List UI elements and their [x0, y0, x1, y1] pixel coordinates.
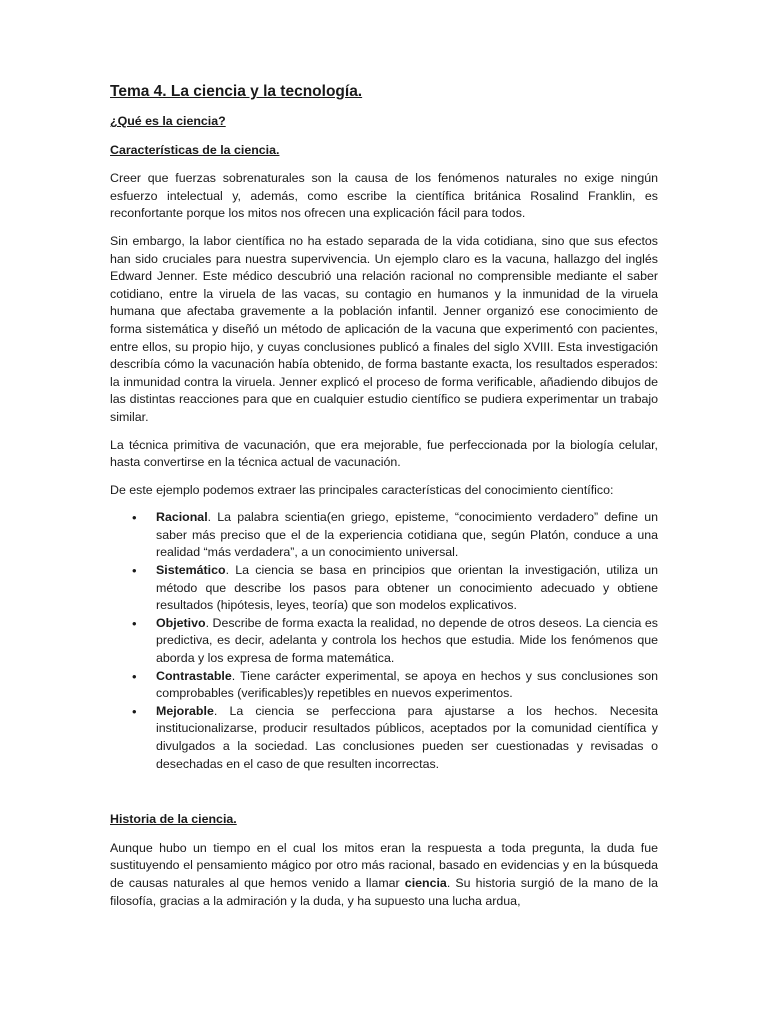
- subsection-heading-caracteristicas: Características de la ciencia.: [110, 142, 280, 157]
- list-item-text: . Describe de forma exacta la realidad, no depende de otros deseos. La ciencia es predictiva, es decir, adelanta y controla los hechos que estudia. Mide los fenómenos que aborda y los expresa de forma matemática.: [156, 615, 658, 666]
- list-item-text: . La palabra scientia(en griego, episteme, “conocimiento verdadero” define un saber más preciso que el de la experiencia cotidiana que, según Platón, conduce a una realidad “más verdadera”, a un conocimiento universal.: [156, 510, 658, 560]
- list-item-term: Sistemático: [156, 563, 226, 578]
- document-title: Tema 4. La ciencia y la tecnología.: [110, 83, 363, 100]
- paragraph-intro: Creer que fuerzas sobrenaturales son la causa de los fenómenos naturales no exige ningún esfuerzo intelectual y, además, como escribe la científica británica Rosalind Franklin, es reconfortante porque los mitos nos ofrecen una explicación fácil para todos.: [110, 171, 658, 221]
- bullet-icon: •: [132, 668, 137, 684]
- list-item: [110, 703, 658, 773]
- section-heading-historia: Historia de la ciencia.: [110, 812, 237, 827]
- keyword-ciencia: ciencia: [404, 875, 447, 890]
- paragraph-historia-start: Aunque hubo un tiempo en el cual los mitos eran la respuesta a toda pregunta, la duda fue sustituyendo el pensamiento mágico por otro más racional, basado en evidencias y en la búsqueda de causas naturales al que hemos venido a llamar: [110, 840, 658, 890]
- paragraph-historia: [110, 840, 658, 910]
- list-item: [110, 562, 658, 615]
- list-item-text: . La ciencia se basa en principios que orientan la investigación, utiliza un método que describe los pasos para obtener un conocimiento adecuado y obtiene resultados (hipótesis, leyes, teoría) que son modelos explicativos.: [156, 563, 658, 613]
- list-item-text: . La ciencia se perfecciona para ajustarse a los hechos. Necesita institucionalizarse, producir resultados públicos, aceptados por la comunidad científica y divulgados a la sociedad. Las conclusiones pueden ser cuestionadas y revisadas o desechadas en el caso de que resulten incorrectas.: [156, 703, 658, 771]
- bullet-icon: •: [132, 510, 137, 526]
- paragraph-jenner: Sin embargo, la labor científica no ha estado separada de la vida cotidiana, sino que sus efectos han sido cruciales para nuestra supervivencia. Un ejemplo claro es la vacuna, hallazgo del inglés Edward Jenner. Este médico descubrió una relación racional no comprensible mediante el saber cotidiano, entre la viruela de las vacas, su contagio en humanos y la inmunidad de la viruela humana que afectaba gravemente a la población infantil. Jenner organizó ese conocimiento de forma sistemática y diseñó un método de aplicación de la vacuna que experimentó con pacientes, entre ellos, su propio hijo, y cuyas conclusiones publicó a finales del siglo XVIII. Esta investigación describía cómo la vacunación había obtenido, de forma bastante exacta, los resultados esperados: la inmunidad contra la viruela. Jenner explicó el proceso de forma verificable, añadiendo dibujos de las distintas reacciones para que en cualquier estudio científico se pudiera experimentar un trabajo similar.: [110, 233, 658, 424]
- paragraph-caracteristicas-intro: De este ejemplo podemos extraer las principales características del conocimiento científico:: [110, 482, 614, 497]
- paragraph-vacunacion: La técnica primitiva de vacunación, que era mejorable, fue perfeccionada por la biología celular, hasta convertirse en la técnica actual de vacunación.: [110, 437, 658, 470]
- characteristics-list: [110, 509, 658, 773]
- list-item-term: Mejorable: [156, 703, 214, 718]
- list-item-term: Objetivo: [156, 615, 206, 630]
- list-item: [110, 509, 658, 562]
- bullet-icon: •: [132, 615, 137, 631]
- section-heading-que-es-la-ciencia: ¿Qué es la ciencia?: [110, 114, 226, 128]
- paragraph-historia-end: . Su historia surgió de la mano de la filosofía, gracias a la admiración y la duda, y ha supuesto una lucha ardua,: [110, 875, 658, 908]
- bullet-icon: •: [132, 703, 137, 719]
- list-item-text: . Tiene carácter experimental, se apoya en hechos y sus conclusiones son comprobables (verificables)y repetibles en nuevos experimentos.: [156, 668, 658, 701]
- list-item-term: Contrastable: [156, 668, 232, 683]
- list-item-term: Racional: [156, 510, 208, 525]
- list-item: [110, 668, 658, 703]
- section-gap: [110, 773, 658, 811]
- bullet-icon: •: [132, 563, 137, 579]
- list-item: [110, 615, 658, 668]
